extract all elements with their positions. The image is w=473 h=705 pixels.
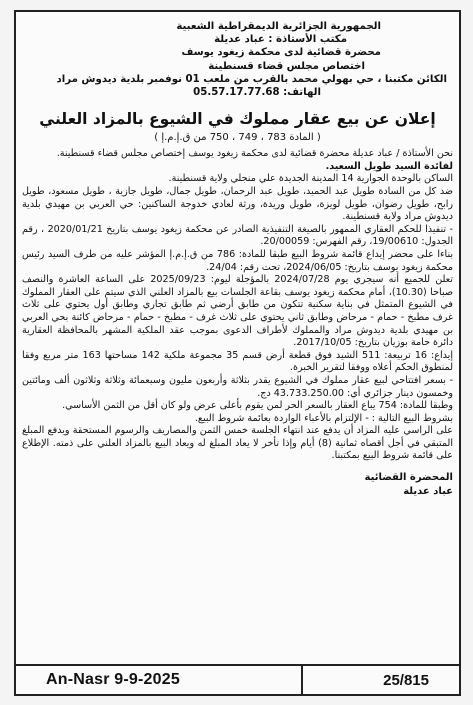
signature-block: [22, 471, 453, 499]
body-paragraph: نحن الأستاذة / عباد عديلة محضرة قضائية لدى محكمة زيغود يوسف إختصاص مجلس قضاء قسنطينة.: [56, 148, 453, 160]
body-paragraph: - بسعر افتتاحي لبيع عقار مملوك في الشيوع يقدر بثلاثة وأربعون مليون وسبعمائة وثلاثة وثلاثون ألف ومائتين وخمسون دينار جزائري أي: 43.733.250.00 دج.: [22, 374, 453, 399]
header-republic: الجمهورية الجزائرية الديمقراطية الشعبية: [176, 21, 381, 32]
ad-number: 25/815: [383, 671, 429, 689]
body-paragraph: تعلن للجميع أنه سيجري يوم 2024/07/28 بالمؤجلة ليوم: 2025/09/23 على الساعة العاشرة والنصف صباحا (10.30)، أمام محكمة زيغود يوسف بقاعة الجلسات بيع بالمزاد العلني الذي سيتم على العقار المملوك في الشيوع المتمثل في بناية سكنية تتكون من طابق أرضي ثم طابق تجاري وطابق أول يحتوي على ثلاث غرف مطبخ - حمام - مرحاض وطابق ثاني يحتوي على ثلاث غرف - مطبخ - حمام - مرحاض كائنة بحي العربي بن مهيدي بلدية ديدوش مراد والمملوك لأطراف الدعوى بموجب عقد الملكية المشهر بالمحافظة العقارية دائرة حامة بوزيان بتاريخ: 2017/10/05.: [22, 274, 453, 349]
body-paragraph: بشروط البيع التالية : - الإلتزام بالأعباء الواردة بعائمة شروط البيع.: [194, 412, 453, 424]
signature-name: عباد عديلة: [403, 486, 453, 498]
body-paragraph: على الراسي عليه المزاد أن يدفع عند انتهاء الجلسة خمس الثمن والمصاريف والرسوم المستحقة ويدفع المبلغ المتبقي في أجل أقصاه ثمانية (8) أيام وإذا تأخر لا يعاد المبلغ له ويعاد البيع بالمزاد العلني على ذمته. الإطلاع على قائمة شروط البيع بمكتبنا.: [22, 425, 454, 462]
body-paragraph: لفائدة السيد طويل السعيد.: [325, 160, 453, 172]
body-paragraph: بناءا على محضر إيداع قائمة شروط البيع طبقا للمادة: 786 من ق.إ.م.إ المؤشر عليه من طرف السيد رئيس محكمة زيغود يوسف بتاريخ: 2024/06/05، تحت رقم: 24/04.: [22, 248, 454, 273]
signature-role: المحضرة القضائية: [364, 472, 453, 484]
body-paragraph: وطبقا للمادة: 754 يباع العقار بالسعر الحر لمن يقوم بأعلى عرض ولو كان أقل من الثمن الأساسي.: [62, 400, 453, 412]
publication-footer: [16, 664, 459, 694]
header-bailiff: محضرة قضائية لدى محكمة زيغود يوسف: [181, 47, 381, 59]
footer-divider: [301, 666, 303, 694]
announcement-body: [22, 148, 453, 463]
announcement-sheet: [14, 10, 461, 696]
body-paragraph: إيداع: 16 تربيعة: 511 الشيد فوق قطعة أرض قسم 35 مجموعة ملكية 142 مساحتها 163 متر مربع وفقا لمنطوق الحكم أعلاه ووفقا لتقرير الخبرة.: [22, 349, 454, 374]
body-paragraph: ضد كل من السادة طويل عبد الحميد، طويل عبد الرحمان، طويل جمال، طويل جازية ، طويل مسعود، طويل رابح، طويل رضوان، طويل لويزة، طويل وريدة، ورثة لعادي خدوجة الساكنين: حي العربي بن مهيدي بلدية ديدوش مراد ولاية قسنطينة.: [22, 186, 453, 223]
body-paragraph: - تنفيذا للحكم العقاري الممهور بالصيغة التنفيذية الصادر عن محكمة زيغود يوسف بتاريخ 2020/01/21 ، رقم الجدول: 19/00610، رقم الفهرس: 20/00059.: [22, 223, 453, 248]
office-header: [22, 20, 453, 99]
announcement-content: [22, 20, 453, 499]
header-office: مكتب الأستاذة : عباد عديلة: [214, 34, 347, 46]
publication-name: An-Nasr 9-9-2025: [46, 671, 180, 688]
header-address: الكائن مكتبنا ، حي بهولي محمد بالقرب من ملعب 01 نوفمبر بلدية ديدوش مراد: [56, 73, 447, 85]
header-phone: الهاتف: 05.57.17.77.68: [193, 87, 321, 99]
body-paragraph: الساكن بالوحدة الجوارية 14 المدينة الجديدة علي منجلي ولاية قسنطينة.: [168, 173, 453, 185]
legal-reference: ( المادة 783 ، 749 ، 750 من ق.إ.م.إ ): [154, 132, 321, 144]
header-jurisdiction: اختصاص مجلس قضاء قسنطينة: [208, 60, 365, 72]
announcement-title: إعلان عن بيع عقار مملوك في الشيوع بالمزاد العلني: [39, 110, 436, 129]
